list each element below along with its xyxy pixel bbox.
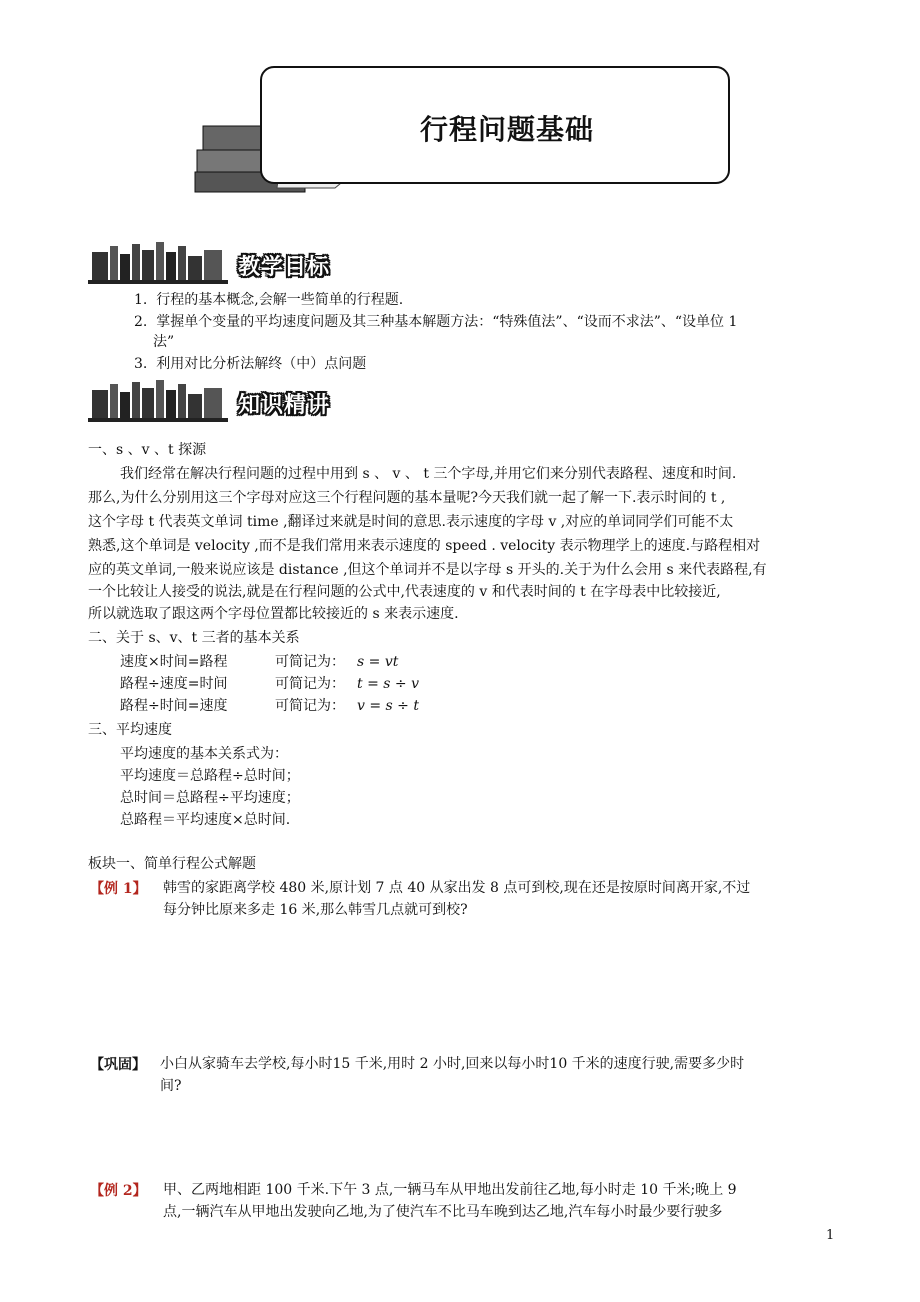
example-text: 间? [160, 1078, 182, 1094]
part1-line: 一个比较让人接受的说法,就是在行程问题的公式中,代表速度的 v 和代表时间的 t 在字母表中比较接近, [88, 584, 721, 600]
relation-row: 速度×时间=路程 可简记为： s = vt [120, 654, 399, 670]
part1-line: 我们经常在解决行程问题的过程中用到 s 、 v 、 t 三个字母,并用它们来分别代表路程、速度和时间. [120, 466, 737, 482]
relation-row: 路程÷时间=速度 可简记为： v = s ÷ t [120, 698, 419, 714]
objective-3: 3. 利用对比分析法解终（中）点问题 [134, 356, 367, 372]
objective-2-cont: 法” [153, 334, 175, 350]
part3-line: 平均速度的基本关系式为： [120, 746, 288, 762]
page-title: 行程问题基础 [420, 113, 595, 146]
objective-1: 1. 行程的基本概念,会解一些简单的行程题. [134, 292, 404, 308]
part3-heading: 三、平均速度 [88, 722, 172, 738]
knowledge-heading: 知识精讲 [238, 393, 331, 418]
part1-line: 所以就选取了跟这两个字母位置都比较接近的 s 来表示速度. [88, 606, 459, 622]
part1-line: 应的英文单词,一般来说应该是 distance ,但这个单词并不是以字母 s 开头的.关于为什么会用 s 来代表路程,有 [88, 562, 767, 578]
part3-line: 平均速度＝总路程÷总时间； [120, 768, 300, 784]
objective-2: 2. 掌握单个变量的平均速度问题及其三种基本解题方法：“特殊值法”、“设而不求法”、“设单位 1 [134, 314, 738, 330]
objectives-heading: 教学目标 [238, 255, 331, 280]
example-text: 韩雪的家距离学校 480 米,原计划 7 点 40 从家出发 8 点可到校,现在还是按原时间离开家,不过 [163, 880, 751, 896]
page-number: 1 [826, 1228, 835, 1243]
part1-line: 那么,为什么分别用这三个字母对应这三个行程问题的基本量呢?今天我们就一起了解一下.表示时间的 t , [88, 490, 726, 506]
block-heading: 板块一、简单行程公式解题 [88, 856, 256, 872]
part3-line: 总时间＝总路程÷平均速度； [120, 790, 300, 806]
bookshelf-icon [88, 378, 228, 424]
part1-heading: 一、s 、v 、t 探源 [88, 442, 207, 458]
consolidate-label: 【巩固】 [90, 1057, 146, 1073]
example-label: 【例 2】 [90, 1183, 147, 1199]
part1-line: 熟悉,这个单词是 velocity ,而不是我们常用来表示速度的 speed . velocity 表示物理学上的速度.与路程相对 [88, 538, 761, 554]
example-text: 点,一辆汽车从甲地出发驶向乙地,为了使汽车不比马车晚到达乙地,汽车每小时最少要行驶多 [163, 1204, 723, 1220]
part3-line: 总路程＝平均速度×总时间. [120, 812, 291, 828]
example-text: 每分钟比原来多走 16 米,那么韩雪几点就可到校? [163, 902, 468, 918]
example-text: 小白从家骑车去学校,每小时15 千米,用时 2 小时,回来以每小时10 千米的速度行驶,需要多少时 [160, 1056, 745, 1072]
relation-row: 路程÷速度=时间 可简记为： t = s ÷ v [120, 676, 419, 692]
bookshelf-icon [88, 240, 228, 286]
example-text: 甲、乙两地相距 100 千米.下午 3 点,一辆马车从甲地出发前往乙地,每小时走 10 千米;晚上 9 [163, 1182, 737, 1198]
part2-heading: 二、关于 s、v、t 三者的基本关系 [88, 630, 300, 646]
part1-line: 这个字母 t 代表英文单词 time ,翻译过来就是时间的意思.表示速度的字母 v ,对应的单词同学们可能不太 [88, 514, 734, 530]
example-label: 【例 1】 [90, 881, 147, 897]
